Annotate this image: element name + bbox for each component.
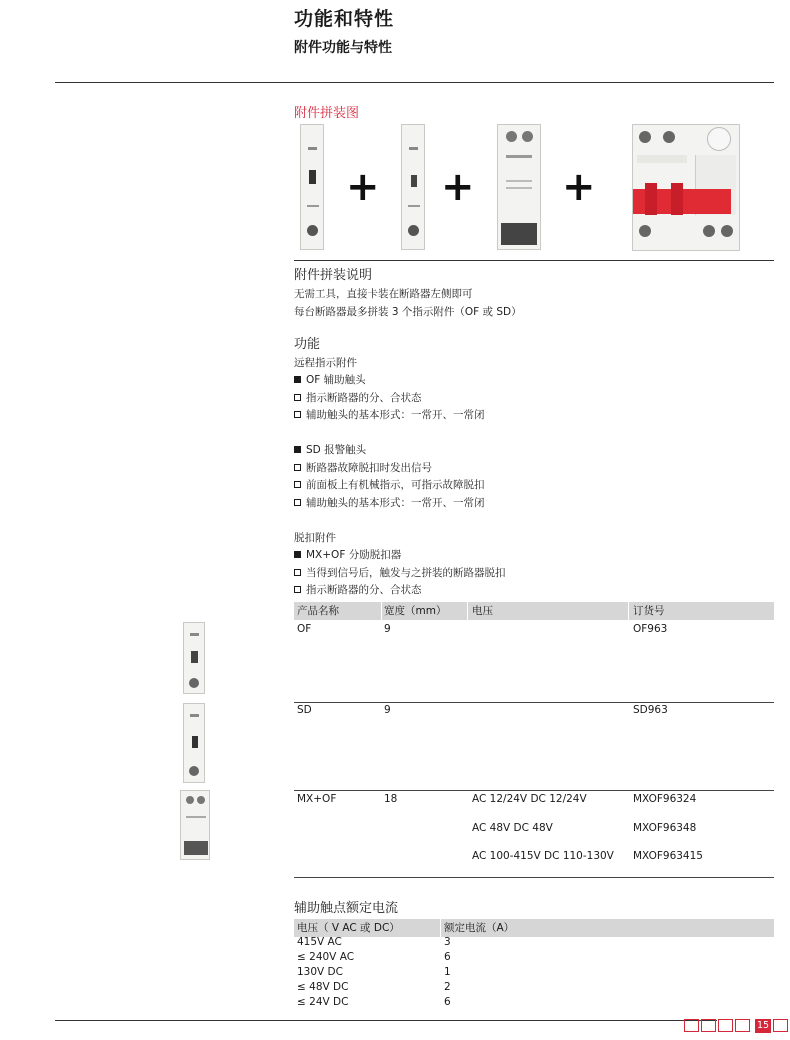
filled-square-icon bbox=[294, 446, 301, 453]
table-bottom-rule bbox=[294, 877, 774, 878]
sd-module-image bbox=[401, 124, 425, 250]
list-item: MX+OF 分励脱扣器 bbox=[294, 547, 506, 565]
page-number: 15 bbox=[756, 1020, 770, 1031]
column-header: 产品名称 bbox=[297, 605, 339, 617]
empty-square-icon bbox=[294, 499, 301, 506]
header-rule bbox=[55, 82, 774, 83]
sd-product-image bbox=[183, 703, 205, 783]
product-table-header bbox=[294, 602, 774, 620]
list-item: 当得到信号后，触发与之拼装的断路器脱扣 bbox=[294, 565, 506, 583]
rating-current: 2 bbox=[444, 981, 451, 993]
table-cell-name: OF bbox=[297, 623, 312, 635]
table-cell-width: 9 bbox=[384, 623, 391, 635]
table-cell-code: MXOF96324 bbox=[633, 793, 697, 805]
column-header: 电压（ V AC 或 DC） bbox=[297, 922, 400, 934]
table-cell-voltage: AC 100-415V DC 110-130V bbox=[472, 850, 614, 862]
plus-sign-1: + bbox=[346, 164, 380, 210]
table-cell-name: SD bbox=[297, 704, 312, 716]
list-item: OF 辅助触头 bbox=[294, 372, 485, 390]
rating-current: 6 bbox=[444, 996, 451, 1008]
rating-voltage: 415V AC bbox=[297, 936, 342, 948]
filled-square-icon bbox=[294, 376, 301, 383]
rating-voltage: ≤ 240V AC bbox=[297, 951, 355, 963]
trip-accessory-title: 脱扣附件 bbox=[294, 532, 336, 544]
table-cell-voltage: AC 12/24V DC 12/24V bbox=[472, 793, 587, 805]
list-item: 前面板上有机械指示，可指示故障脱扣 bbox=[294, 477, 485, 495]
table-cell-code: OF963 bbox=[633, 623, 668, 635]
table-cell-code: MXOF96348 bbox=[633, 822, 697, 834]
rating-voltage: ≤ 48V DC bbox=[297, 981, 349, 993]
sd-feature-list bbox=[294, 442, 485, 512]
rating-voltage: ≤ 24V DC bbox=[297, 996, 349, 1008]
table-cell-voltage: AC 48V DC 48V bbox=[472, 822, 553, 834]
assembly-note-1: 无需工具，直接卡装在断路器左侧即可 bbox=[294, 288, 473, 300]
rating-current: 1 bbox=[444, 966, 451, 978]
assembly-rule bbox=[294, 260, 774, 261]
column-header: 订货号 bbox=[633, 605, 665, 617]
rating-voltage: 130V DC bbox=[297, 966, 343, 978]
empty-square-icon bbox=[294, 569, 301, 576]
table-cell-width: 18 bbox=[384, 793, 398, 805]
rating-current: 3 bbox=[444, 936, 451, 948]
empty-square-icon bbox=[294, 394, 301, 401]
filled-square-icon bbox=[294, 551, 301, 558]
table-cell-name: MX+OF bbox=[297, 793, 337, 805]
rating-current: 6 bbox=[444, 951, 451, 963]
table-cell-code: MXOF963415 bbox=[633, 850, 703, 862]
empty-square-icon bbox=[294, 586, 301, 593]
row-divider bbox=[294, 702, 774, 703]
page-title: 功能和特性 bbox=[294, 8, 395, 30]
remote-indication-title: 远程指示附件 bbox=[294, 357, 357, 369]
plus-sign-3: + bbox=[562, 164, 596, 210]
list-item: 断路器故障脱扣时发出信号 bbox=[294, 460, 485, 478]
of-module-image bbox=[300, 124, 324, 250]
table-cell-code: SD963 bbox=[633, 704, 668, 716]
mx-of-product-image bbox=[180, 790, 210, 860]
row-divider bbox=[294, 790, 774, 791]
assembly-title: 附件拼装图 bbox=[294, 106, 360, 121]
mx-feature-list bbox=[294, 547, 506, 600]
rating-table-title: 辅助触点额定电流 bbox=[294, 901, 399, 916]
rating-table-header bbox=[294, 919, 774, 937]
empty-square-icon bbox=[294, 411, 301, 418]
column-header: 电压 bbox=[472, 605, 493, 617]
footer-rule bbox=[55, 1020, 717, 1021]
assembly-note-2: 每台断路器最多拼装 3 个指示附件（OF 或 SD） bbox=[294, 306, 522, 318]
plus-sign-2: + bbox=[441, 164, 475, 210]
table-cell-width: 9 bbox=[384, 704, 391, 716]
list-item: SD 报警触头 bbox=[294, 442, 485, 460]
functions-title: 功能 bbox=[294, 337, 321, 352]
breaker-image bbox=[632, 124, 740, 251]
assembly-notes-title: 附件拼装说明 bbox=[294, 268, 373, 283]
empty-square-icon bbox=[294, 481, 301, 488]
column-header: 额定电流（A） bbox=[444, 922, 515, 934]
list-item: 指示断路器的分、合状态 bbox=[294, 582, 506, 600]
column-header: 宽度（mm） bbox=[384, 605, 447, 617]
of-feature-list bbox=[294, 372, 485, 425]
list-item: 辅助触头的基本形式：一常开、一常闭 bbox=[294, 495, 485, 513]
empty-square-icon bbox=[294, 464, 301, 471]
page-subtitle: 附件功能与特性 bbox=[294, 40, 392, 56]
list-item: 指示断路器的分、合状态 bbox=[294, 390, 485, 408]
list-item: 辅助触头的基本形式：一常开、一常闭 bbox=[294, 407, 485, 425]
mx-of-module-image bbox=[497, 124, 541, 250]
of-product-image bbox=[183, 622, 205, 694]
